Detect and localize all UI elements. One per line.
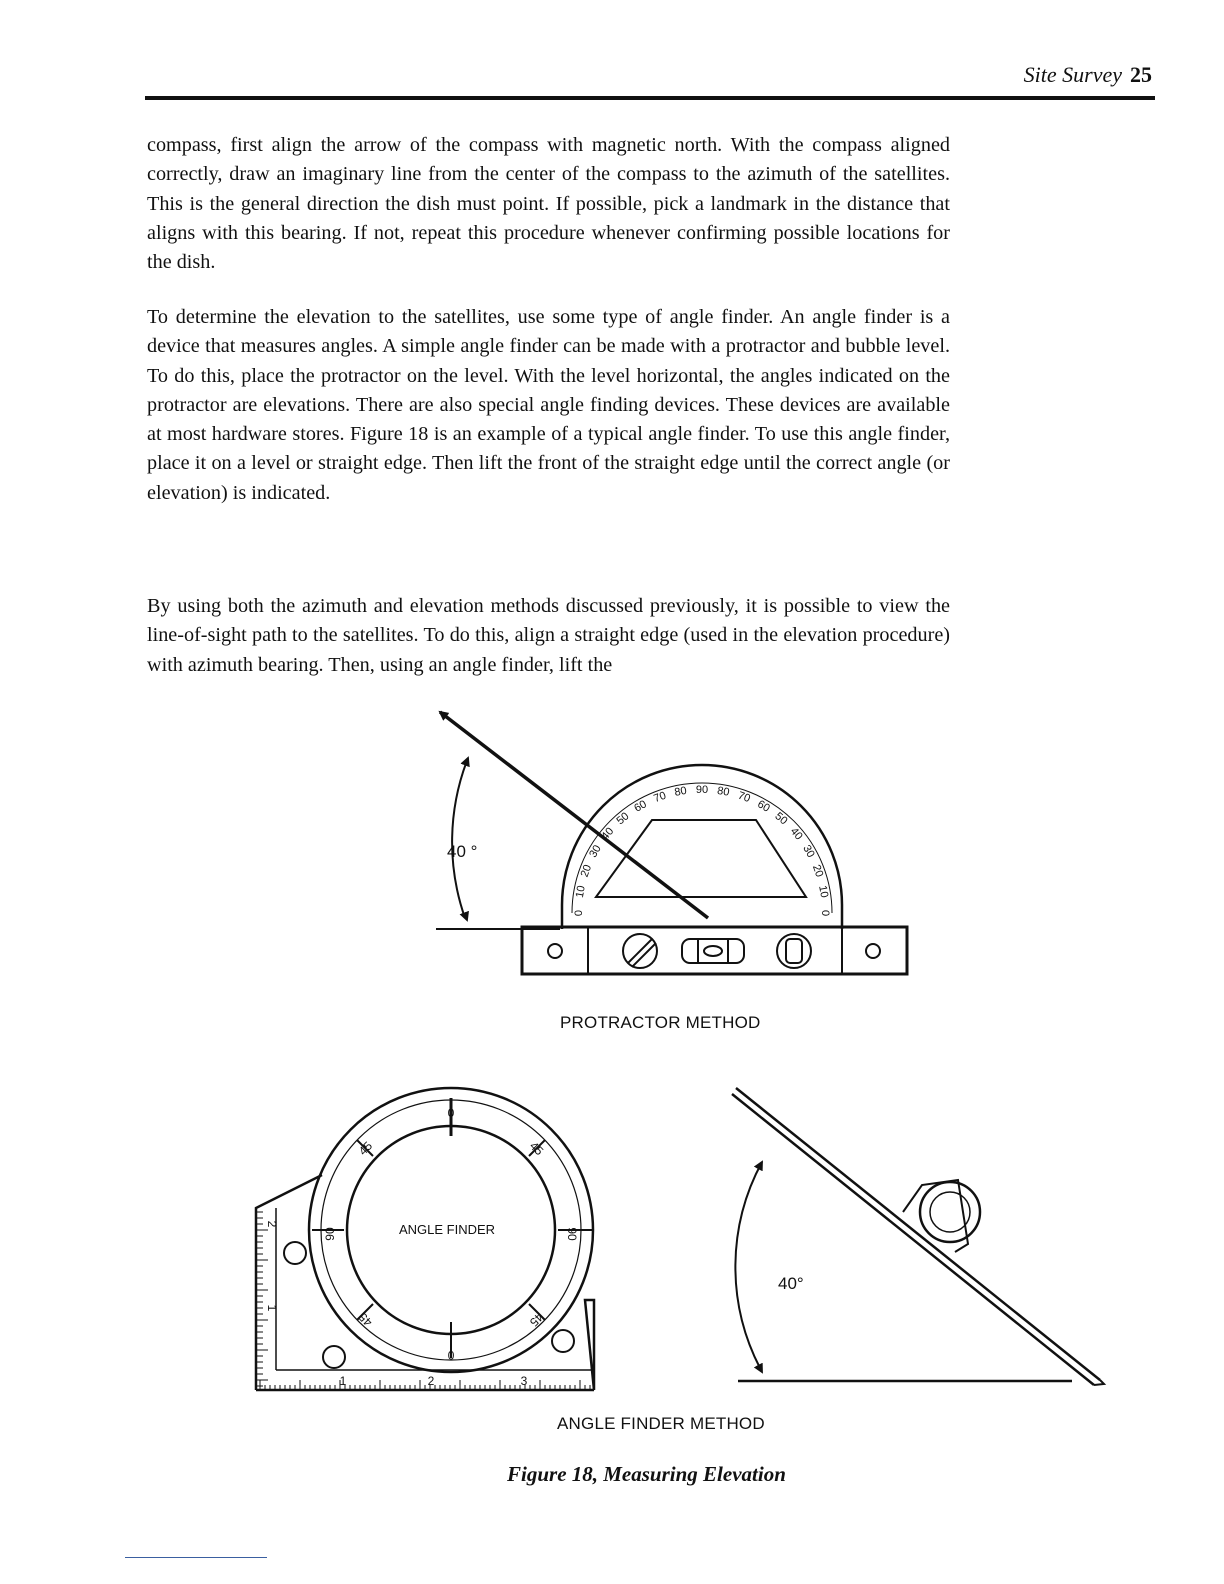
protractor-method-caption: PROTRACTOR METHOD bbox=[560, 1013, 761, 1032]
dial-label: 0 bbox=[447, 1106, 455, 1120]
protractor-scale-label: 0 bbox=[573, 909, 585, 917]
angle-arc-up bbox=[452, 758, 468, 918]
protractor-scale-label: 40 bbox=[599, 825, 617, 843]
section-title: Site Survey bbox=[1023, 62, 1122, 87]
dial-label: 90 bbox=[565, 1227, 579, 1241]
level-hole-left bbox=[548, 944, 562, 958]
protractor-scale-label: 10 bbox=[816, 884, 831, 899]
angle-finder-angle-label: 40° bbox=[778, 1274, 804, 1293]
protractor-scale-label: 50 bbox=[614, 810, 632, 828]
protractor-method-diagram bbox=[436, 712, 907, 974]
ruler-label: 1 bbox=[339, 1374, 347, 1388]
protractor-scale-label: 70 bbox=[652, 789, 668, 806]
ruler-label: 2 bbox=[427, 1374, 435, 1388]
page-number: 25 bbox=[1130, 62, 1152, 87]
angle-arc-down bbox=[453, 760, 468, 920]
mount-hole-right bbox=[552, 1330, 574, 1352]
protractor-scale-label: 50 bbox=[772, 810, 790, 828]
protractor-scale-label: 0 bbox=[819, 909, 831, 917]
dial-label: 0 bbox=[447, 1348, 455, 1362]
protractor-scale-label: 80 bbox=[673, 784, 688, 799]
ruler-label: 3 bbox=[520, 1374, 528, 1388]
protractor-scale-label: 30 bbox=[800, 843, 817, 860]
dial-label: 45 bbox=[355, 1138, 376, 1159]
protractor-scale-label: 20 bbox=[578, 863, 595, 879]
dial-label: 45 bbox=[355, 1309, 376, 1330]
protractor-scale-label: 60 bbox=[755, 798, 772, 815]
straight-edge bbox=[736, 1088, 1100, 1380]
sight-line-arrow bbox=[440, 712, 708, 918]
figure-caption: Figure 18, Measuring Elevation bbox=[507, 1462, 786, 1486]
protractor-scale-label: 30 bbox=[587, 843, 604, 860]
side-ruler-label: 2 bbox=[265, 1220, 279, 1228]
protractor-scale-label: 10 bbox=[573, 884, 588, 899]
footer-link-line bbox=[125, 1557, 267, 1558]
angle-finder-method-caption: ANGLE FINDER METHOD bbox=[557, 1414, 765, 1433]
protractor-scale-label: 40 bbox=[787, 825, 805, 843]
angle-finder-device bbox=[256, 1088, 594, 1390]
protractor-angle-label: 40 ° bbox=[447, 842, 478, 861]
protractor-window bbox=[596, 820, 806, 897]
paragraph-compass: compass, first align the arrow of the compass with magnetic north. With the compass aligned correctly, draw an imaginary line from the center of the compass to the azimuth of the satellites. This is the general direction the dish must point. If possible, pick a landmark in the distance that aligns with this bearing. If not, repeat this procedure whenever confirming possible locations for the dish. bbox=[147, 134, 950, 274]
protractor-scale-label: 80 bbox=[716, 784, 731, 799]
protractor-scale-label: 20 bbox=[809, 863, 826, 879]
dial-label: 45 bbox=[526, 1138, 547, 1159]
level-vial bbox=[682, 939, 744, 963]
dial-label: 90 bbox=[323, 1227, 337, 1241]
ruler-ticks bbox=[256, 1212, 590, 1390]
paragraph-line-of-sight: By using both the azimuth and elevation methods discussed previously, it is possible to view the line-of-sight path to the satellites. To do this, align a straight edge (used in the elevation procedure) with azimuth bearing. Then, using an angle finder, lift the bbox=[147, 595, 950, 676]
mount-hole-bottom bbox=[323, 1346, 345, 1368]
protractor-inner-arc bbox=[572, 783, 832, 913]
mount-hole-left bbox=[284, 1242, 306, 1264]
protractor-scale-label: 60 bbox=[632, 798, 649, 815]
angle-arc-right-up bbox=[735, 1162, 762, 1368]
level-hole-right bbox=[866, 944, 880, 958]
paragraph-elevation: To determine the elevation to the satellites, use some type of angle finder. An angle finder is a device that measures angles. A simple angle finder can be made with a protractor and bubble level. To do this, place the protractor on the level. With the level horizontal, the angles indicated on the protractor are elevations. There are also special angle finding devices. These devices are available at most hardware stores. Figure 18 is an example of a typical angle finder. To use this angle finder, place it on a level or straight edge. Then lift the front of the straight edge until the correct angle (or elevation) is indicated. bbox=[147, 306, 950, 504]
dial-label: 45 bbox=[526, 1309, 547, 1330]
bubble-level bbox=[522, 927, 907, 974]
protractor-scale-label: 90 bbox=[695, 784, 709, 796]
angle-finder-method-diagram bbox=[732, 1088, 1104, 1385]
side-ruler-label: 1 bbox=[265, 1304, 279, 1312]
angle-finder-device-label: ANGLE FINDER bbox=[399, 1222, 496, 1237]
protractor-scale-label: 70 bbox=[736, 789, 752, 806]
